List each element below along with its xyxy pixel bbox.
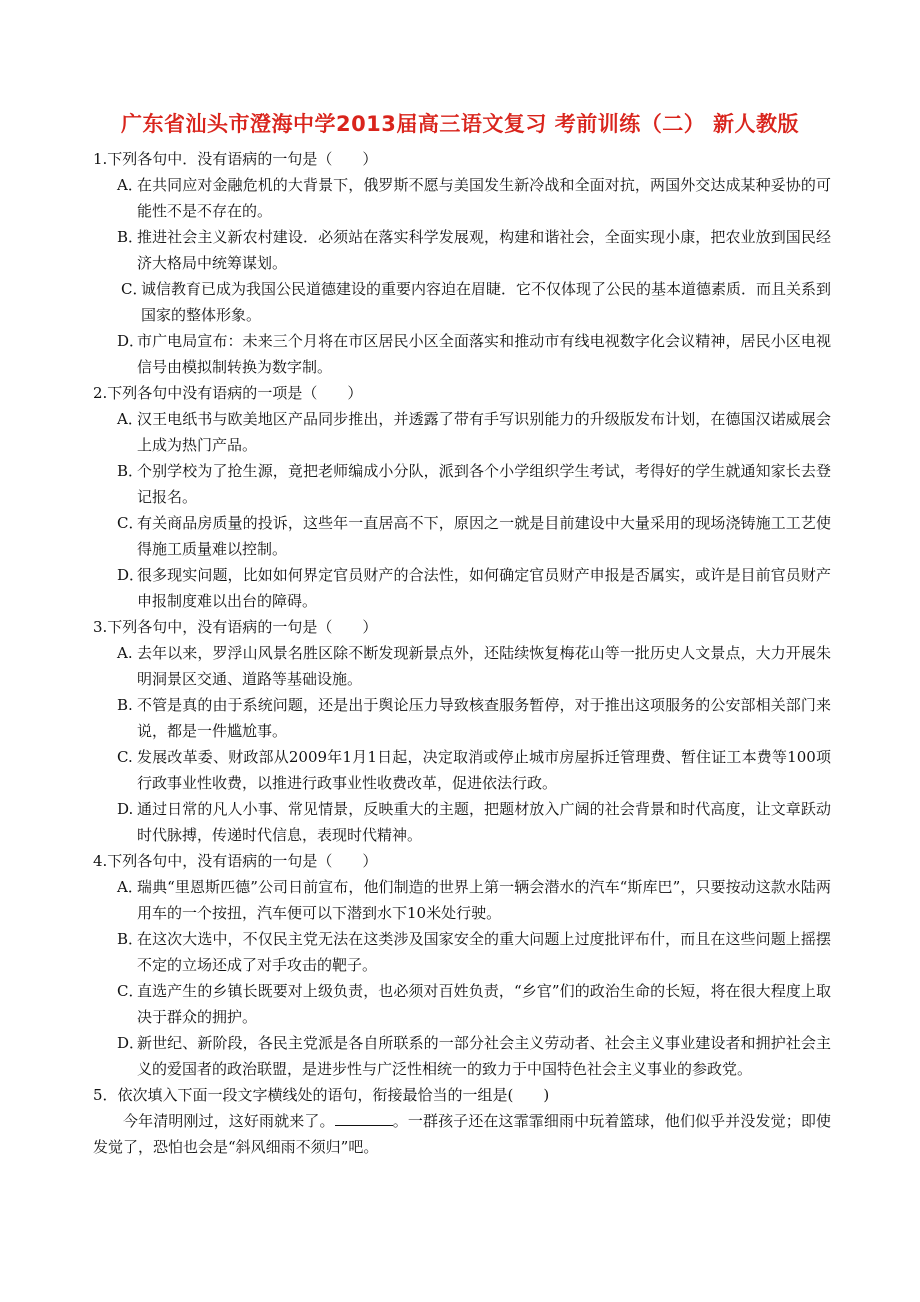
option-text: 汉王电纸书与欧美地区产品同步推出，并透露了带有手写识别能力的升级版发布计划，在德国汉诺威展会上成为热门产品。: [137, 410, 831, 454]
question-stem: 1.下列各句中．没有语病的一句是（ ）: [93, 150, 378, 168]
option-letter: A．: [117, 878, 143, 896]
reading-passage: [93, 1108, 831, 1160]
option-text: 有关商品房质量的投诉，这些年一直居高不下，原因之一就是目前建设中大量采用的现场浇铸施工工艺使得施工质量难以控制。: [137, 514, 831, 558]
question-stem: 5．依次填入下面一段文字横线处的语句，衔接最恰当的一组是( ): [93, 1086, 550, 1104]
option-text: 很多现实问题，比如如何界定官员财产的合法性，如何确定官员财产申报是否属实，或许是目前官员财产申报制度难以出台的障碍。: [137, 566, 831, 610]
option-c: [93, 276, 831, 328]
option-a: [93, 406, 831, 458]
option-text: 通过日常的凡人小事、常见情景，反映重大的主题，把题材放入广阔的社会背景和时代高度，让文章跃动时代脉搏，传递时代信息，表现时代精神。: [137, 800, 831, 844]
option-letter: B.: [117, 696, 133, 714]
option-b: [93, 224, 831, 276]
option-a: [93, 874, 831, 926]
option-b: [93, 458, 831, 510]
option-d: [93, 562, 831, 614]
question-1: [93, 146, 831, 380]
option-letter: A.: [117, 644, 133, 662]
document-body: [93, 146, 831, 1160]
option-a: [93, 172, 831, 224]
option-b: [93, 926, 831, 978]
option-a: [93, 640, 831, 692]
passage-after-blank: 。一群孩子还在这霏霏细雨中玩着篮球，他们似乎并没发觉；即使发觉了，恐怕也会是“斜风细雨不须归”吧。: [93, 1112, 831, 1156]
option-b: [93, 692, 831, 744]
question-stem: 2.下列各句中没有语病的一项是（ ）: [93, 384, 363, 402]
option-text: 市广电局宣布：未来三个月将在市区居民小区全面落实和推动市有线电视数字化会议精神，居民小区电视信号由模拟制转换为数字制。: [137, 332, 831, 376]
option-text: 在这次大选中，不仅民主党无法在这类涉及国家安全的重大问题上过度批评布什，而且在这些问题上摇摆不定的立场还成了对手攻击的靶子。: [137, 930, 831, 974]
passage-before-blank: 今年清明刚过，这好雨就来了。: [123, 1112, 335, 1130]
option-text: 诚信教育已成为我国公民道德建设的重要内容迫在眉睫．它不仅体现了公民的基本道德素质．而且关系到国家的整体形象。: [141, 280, 832, 324]
question-3: [93, 614, 831, 848]
option-letter: C．: [121, 280, 148, 298]
option-letter: A．: [117, 176, 143, 194]
question-2: [93, 380, 831, 614]
option-text: 去年以来，罗浮山风景名胜区除不断发现新景点外，还陆续恢复梅花山等一批历史人文景点，大力开展朱明洞景区交通、道路等基础设施。: [137, 644, 831, 688]
option-c: [93, 978, 831, 1030]
question-4: [93, 848, 831, 1082]
option-d: [93, 1030, 831, 1082]
option-letter: C.: [117, 748, 133, 766]
option-letter: D．: [117, 1034, 145, 1052]
option-d: [93, 328, 831, 380]
option-text: 推进社会主义新农村建设．必须站在落实科学发展观，构建和谐社会，全面实现小康，把农业放到国民经济大格局中统筹谋划。: [137, 228, 831, 272]
option-text: 不管是真的由于系统问题，还是出于舆论压力导致核查服务暂停，对于推出这项服务的公安部相关部门来说，都是一件尴尬事。: [137, 696, 831, 740]
option-letter: B．: [117, 462, 144, 480]
option-letter: C．: [117, 982, 144, 1000]
fill-in-blank: [335, 1111, 393, 1126]
option-letter: B．: [117, 228, 144, 246]
option-text: 直选产生的乡镇长既要对上级负责，也必须对百姓负责，“乡官”们的政治生命的长短，将在很大程度上取决于群众的拥护。: [137, 982, 831, 1026]
option-c: [93, 744, 831, 796]
option-letter: D.: [117, 800, 134, 818]
option-letter: D．: [117, 566, 145, 584]
option-text: 新世纪、新阶段，各民主党派是各自所联系的一部分社会主义劳动者、社会主义事业建设者和拥护社会主义的爱国者的政治联盟，是进步性与广泛性相统一的致力于中国特色社会主义事业的参政党。: [137, 1034, 831, 1078]
option-letter: D．: [117, 332, 145, 350]
question-stem: 4.下列各句中，没有语病的一句是（ ）: [93, 852, 378, 870]
option-c: [93, 510, 831, 562]
option-text: 发展改革委、财政部从2009年1月1日起，决定取消或停止城市房屋拆迁管理费、暂住证工本费等100项行政事业性收费，以推进行政事业性收费改革，促进依法行政。: [137, 748, 831, 792]
option-text: 瑞典“里恩斯匹德”公司日前宣布，他们制造的世界上第一辆会潜水的汽车“斯库巴”，只要按动这款水陆两用车的一个按扭，汽车便可以下潜到水下10米处行驶。: [137, 878, 831, 922]
option-letter: B．: [117, 930, 144, 948]
option-text: 个别学校为了抢生源，竟把老师编成小分队，派到各个小学组织学生考试，考得好的学生就通知家长去登记报名。: [137, 462, 831, 506]
question-stem: 3.下列各句中，没有语病的一句是（ ）: [93, 618, 378, 636]
option-d: [93, 796, 831, 848]
option-letter: A．: [117, 410, 143, 428]
option-text: 在共同应对金融危机的大背景下，俄罗斯不愿与美国发生新冷战和全面对抗，两国外交达成某种妥协的可能性不是不存在的。: [137, 176, 831, 220]
document-title: 广东省汕头市澄海中学2013届高三语文复习 考前训练（二） 新人教版: [120, 112, 800, 136]
question-5: [93, 1082, 831, 1160]
option-letter: C．: [117, 514, 144, 532]
